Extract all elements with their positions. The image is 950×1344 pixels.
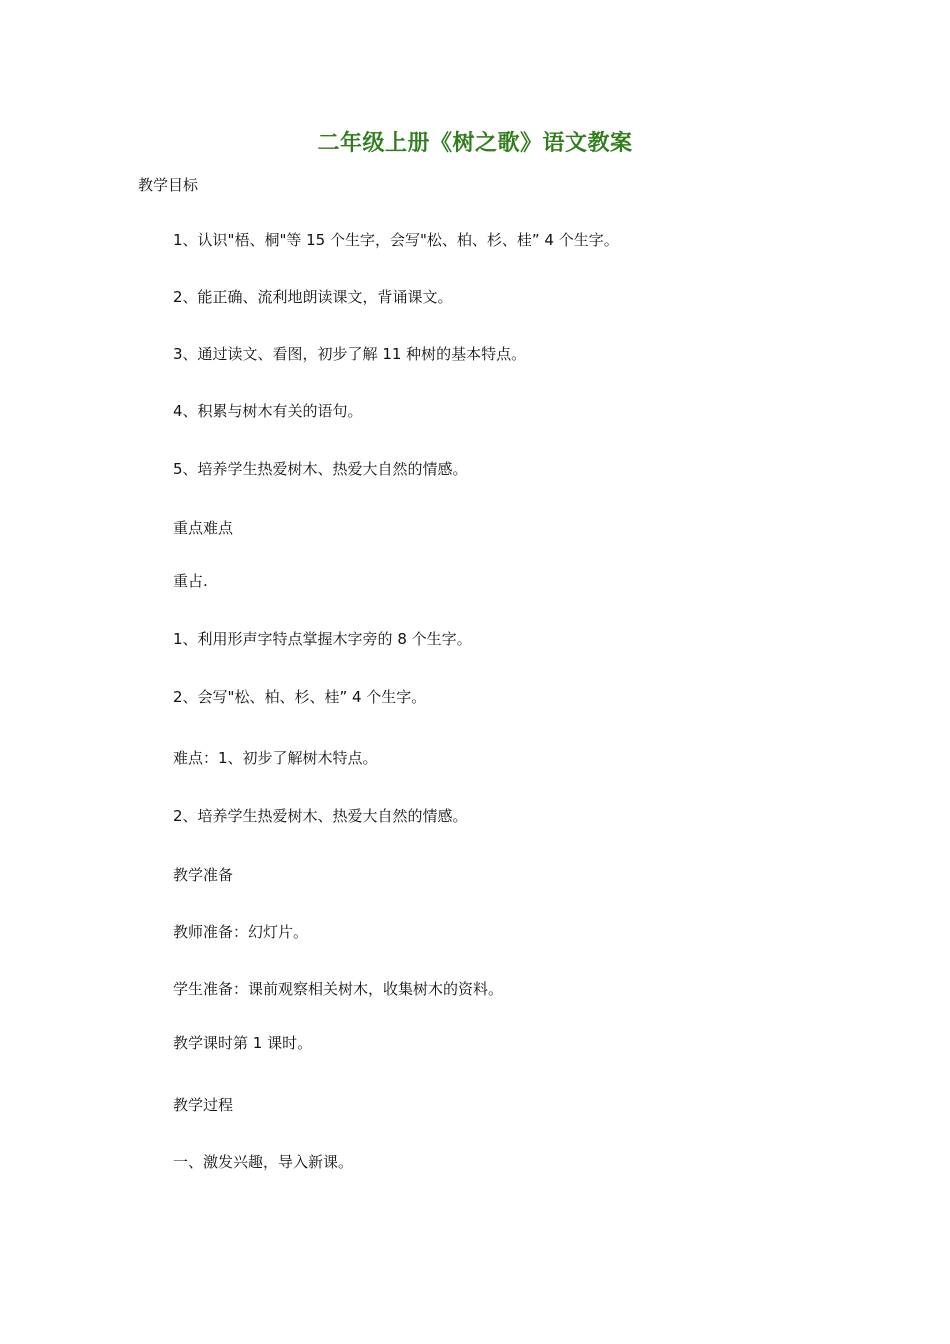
document-title: 二年级上册《树之歌》语文教案 [317,131,633,156]
key-points-label: 重占. [173,572,208,590]
objective-item-4: 4、积累与树木有关的语句。 [173,402,363,420]
section-heading-process: 教学过程 [173,1096,234,1114]
process-step-1: 一、激发兴趣，导入新课。 [173,1153,354,1171]
class-hours: 教学课时第 1 课时。 [173,1034,313,1052]
objective-item-2: 2、能正确、流利地朗读课文，背诵课文。 [173,288,453,306]
objective-item-3: 3、通过读文、看图，初步了解 11 种树的基本特点。 [173,345,527,363]
section-heading-objectives: 教学目标 [138,176,199,194]
objective-item-5: 5、培养学生热爱树木、热爱大自然的情感。 [173,460,468,478]
key-point-item-2: 2、会写"松、柏、杉、桂” 4 个生字。 [173,688,427,706]
difficulty-item-2: 2、培养学生热爱树木、热爱大自然的情感。 [173,807,468,825]
student-preparation: 学生准备：课前观察相关树木，收集树木的资料。 [173,980,504,998]
section-heading-key-points: 重点难点 [173,519,234,537]
section-heading-preparation: 教学准备 [173,866,234,884]
teacher-preparation: 教师准备：幻灯片。 [173,923,309,941]
objective-item-1: 1、认识"梧、桐"等 15 个生字，会写"松、柏、杉、桂” 4 个生字。 [173,231,619,249]
difficulty-item-1: 难点：1、初步了解树木特点。 [173,749,378,767]
key-point-item-1: 1、利用形声字特点掌握木字旁的 8 个生字。 [173,630,472,648]
